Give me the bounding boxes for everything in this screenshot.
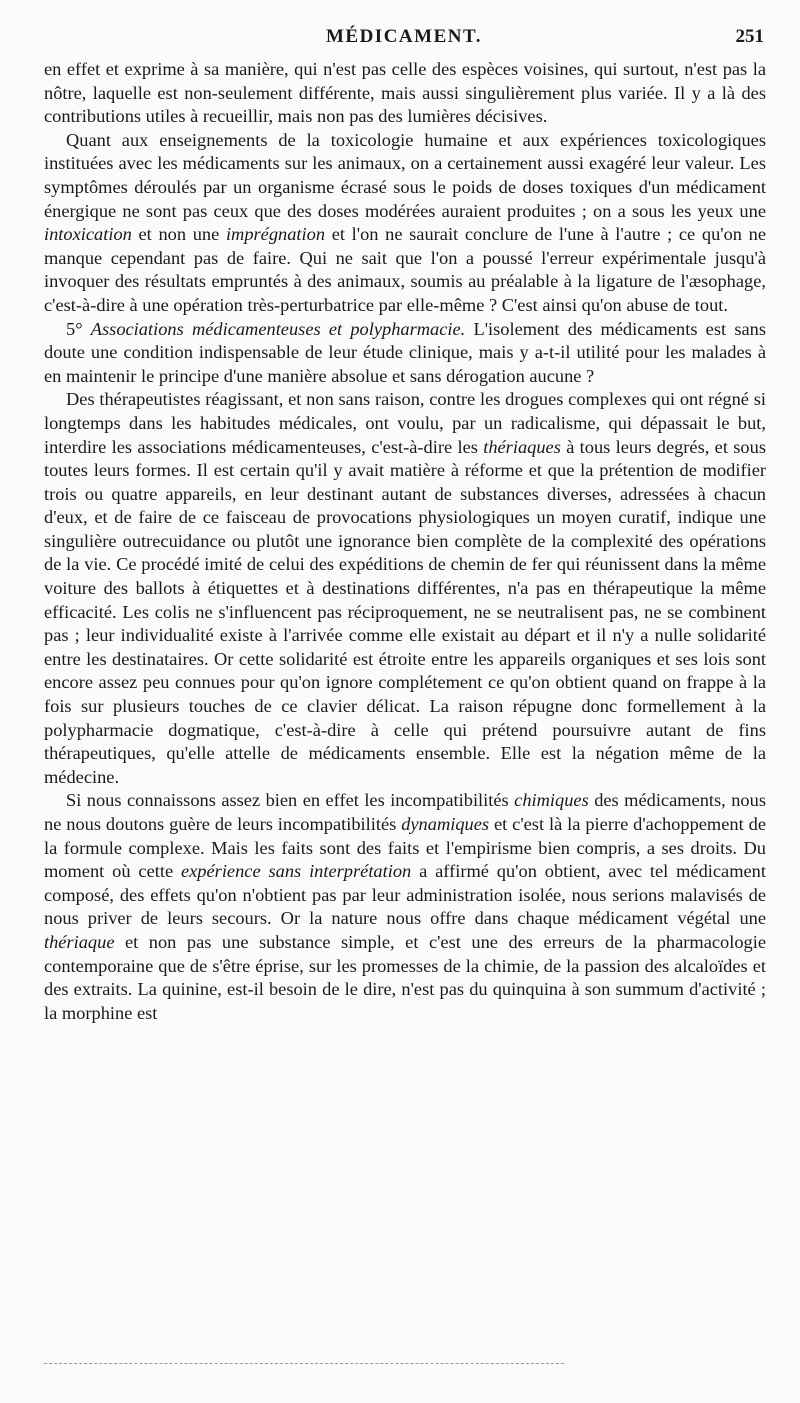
italic-run: Associations médicamenteuses et polypharmacie.	[90, 318, 466, 339]
italic-run: thériaque	[44, 931, 115, 952]
text-run: et l'on ne saurait conclure de l'une à l'autre ; ce qu'on ne manque cependant pas de faire. Qui ne sait que l'on a poussé l'erreur expérimentale jusqu'à invoquer des résultats empruntés à des animaux, soumis au préalable à la ligature de l'æsophage, c'est-à-dire à une opération très-perturbatrice par elle-même ? C'est ainsi qu'on abuse de tout.	[44, 224, 766, 315]
paragraph-5	[44, 789, 766, 1025]
text-run: Quant aux enseignements de la toxicologie humaine et aux expériences toxicologiques instituées avec les médicaments sur les animaux, on a certainement aussi exagéré leur valeur. Les symptômes déroulés par un organisme écrasé sous le poids de doses toxiques d'un médicament énergique ne sont pas ceux que des doses modérées auraient produites ; on a sous les yeux une	[44, 129, 766, 221]
paragraph-1	[44, 58, 766, 129]
paragraph-4	[44, 388, 766, 789]
italic-run: imprégnation	[225, 224, 326, 245]
paragraph-3-section-heading	[44, 318, 766, 389]
italic-run: dynamiques	[401, 814, 490, 834]
text-run: Si nous connaissons assez bien en effet les incompatibilités	[66, 790, 515, 811]
paragraph-2	[44, 129, 766, 318]
text-run: L'isolement des médicaments est sans doute une condition indispensable de leur étude clinique, mais y a-t-il utilité pour les malades à en maintenir le principe d'une manière absolue et sans dérogation aucune ?	[44, 318, 766, 386]
text-run: et non pas une substance simple, et c'est une des erreurs de la pharmacologie contemporaine que de s'être éprise, sur les promesses de la chimie, de la passion des alcaloïdes et des extraits. La quinine, est-il besoin de le dire, n'est pas du quinquina à son summum d'activité ; la morphine est	[44, 931, 766, 1023]
text-run: à tous leurs degrés, et sous toutes leurs formes. Il est certain qu'il y avait matière à réforme et que la prétention de modifier trois ou quatre appareils, en leur destinant autant de substances diverses, adressées à chacun d'eux, et de faire de ce faisceau de provocations physiologiques un moyen curatif, indique une singulière outrecuidance ou plutôt une ignorance bien complète de la complexité des opérations de la vie. Ce procédé imité de celui des expéditions de chemin de fer qui réunissent dans la même voiture des ballots à étiquettes et à destinations différentes, n'a pas en thérapeutique la même efficacité. Les colis ne s'influencent pas réciproquement, ne se neutralisent pas, ne se combinent pas ; leur individualité existe à l'arrivée comme elle existait au départ et il n'y a nulle solidarité entre les destinataires. Or cette solidarité est étroite entre les appareils organiques et ses lois sont encore assez peu connues pour qu'on ignore complétement ce qu'on obtient quand on frappe à la fois sur plusieurs touches de ce clavier délicat. La raison répugne donc formellement à la polypharmacie dogmatique, c'est-à-dire à celle qui prétend poursuivre autant de fins thérapeutiques, qu'elle attelle de médicaments ensemble. Elle est la négation même de la médecine.	[44, 436, 766, 787]
running-title: MÉDICAMENT.	[325, 26, 482, 47]
text-run: en effet et exprime à sa manière, qui n'est pas celle des espèces voisines, qui surtout, n'est pas la nôtre, laquelle est non-seulement différente, mais aussi singulièrement plus variée. Il y a là des contributions utiles à recueillir, mais non pas des lumières décisives.	[44, 59, 766, 127]
page-number: 251	[735, 26, 764, 47]
text-run: des médicaments, nous ne nous doutons guère de leurs incompatibilités	[44, 790, 766, 834]
text-run: et non une	[131, 224, 226, 245]
text-run: 5°	[66, 318, 91, 339]
italic-run: chimiques	[514, 790, 589, 811]
body-text	[44, 58, 766, 1025]
footer-rule	[44, 1363, 564, 1364]
text-run: a affirmé qu'on obtient, avec tel médicament composé, des effets qu'on n'obtient pas par leur administration isolée, nous serions malavisés de nous priver de leurs secours. Or la nature nous offre dans chaque médicament végétal une	[44, 861, 766, 929]
italic-run: expérience sans interprétation	[180, 861, 412, 882]
text-run: Des thérapeutistes réagissant, et non sans raison, contre les drogues complexes qui ont régné si longtemps dans les habitudes médicales, ont voulu, par un radicalisme, qui dépassait le but, interdire les associations médicamenteuses, c'est-à-dire les	[44, 389, 766, 457]
page-header	[44, 26, 764, 56]
italic-run: intoxication	[44, 224, 132, 245]
italic-run: thériaques	[483, 436, 561, 457]
text-run: et c'est là la pierre d'achoppement de la formule complexe. Mais les faits sont des faits et l'empirisme bien compris, a ses droits. Du moment où cette	[44, 814, 766, 882]
